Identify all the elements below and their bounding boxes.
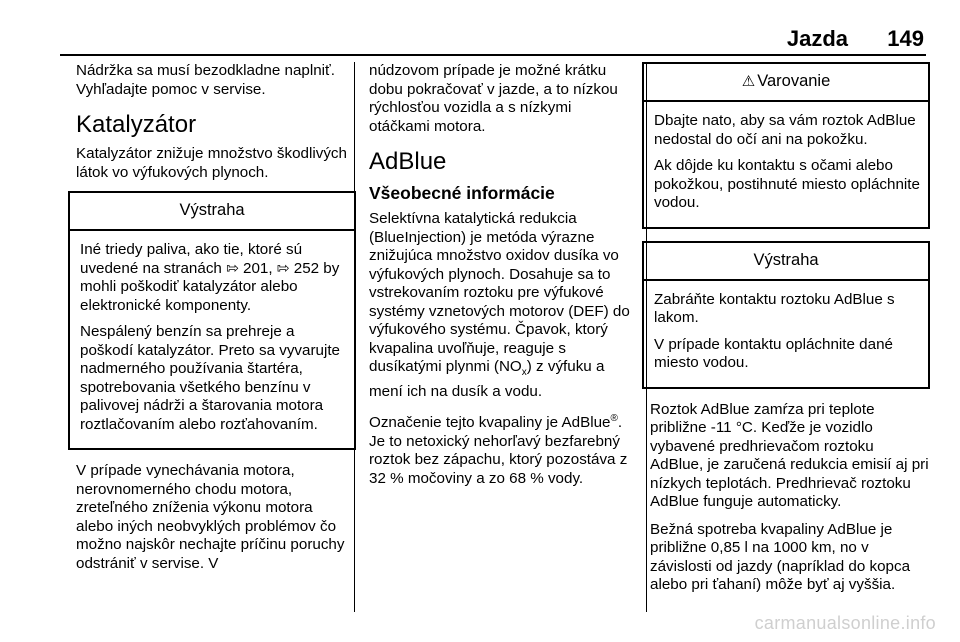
caution-box xyxy=(68,191,356,450)
section-heading-adblue: AdBlue xyxy=(369,148,447,175)
warning-body xyxy=(644,102,928,227)
paragraph: Nádržka sa musí bezodkladne naplniť. Vyhľadajte pomoc v servise. xyxy=(76,62,335,98)
paragraph: V prípade kontaktu opláchnite dané miesto vodou. xyxy=(654,335,893,371)
column-1 xyxy=(76,62,348,582)
caution-body xyxy=(644,281,928,387)
paragraph: Roztok AdBlue zamŕza pri teplote približne -11 °C. Keďže je vozidlo vybavené predhrievačom roztoku AdBlue, je zaručená redukcia emisií aj pri nízkych teplotách. Predhrievač roztoku AdBlue funguje automaticky. xyxy=(650,400,929,510)
paragraph: Nespálený benzín sa prehreje a poškodí katalyzátor. Preto sa vyvarujte nadmerného používania štartéra, spotrebovania všetkého benzínu v palivovej nádrži a štarovania motora roztlačovaním alebo rozťahovaním. xyxy=(80,323,341,433)
section-heading-catalyst: Katalyzátor xyxy=(76,111,197,138)
paragraph: Selektívna katalytická redukcia (BlueInjection) je metóda výrazne znižujúca množstvo oxidov dusíka vo výfukových plynoch. Dosahuje sa to vstrekovaním roztoku pre výfukové systémy vznetových motorov (DEF) do výfukového systému. Čpavok, ktorý kvapalina uvoľňuje, reaguje s dusíkatými plynmi $(NO_x)$ z výfuku a mení ich na dusík a vodu. xyxy=(369,210,630,400)
page-number: 149 xyxy=(887,26,924,51)
warning-title: ⚠ Varovanie xyxy=(644,64,928,102)
paragraph: Katalyzátor znižuje množstvo škodlivých látok vo výfukových plynoch. xyxy=(76,145,347,181)
column-2 xyxy=(369,62,635,497)
paragraph: Označenie tejto kvapaliny je AdBlue®. Je to netoxický nehorľavý bezfarebný roztok bez zápachu, ktorý pozostáva z 32 % močoviny a zo 68 % vody. xyxy=(369,413,628,487)
warning-triangle-icon: ⚠ xyxy=(741,73,756,90)
paragraph: Zabráňte kontaktu roztoku AdBlue s lakom. xyxy=(654,290,895,326)
paragraph: Iné triedy paliva, ako tie, ktoré sú uvedené na stranách ⇰ 201, ⇰ 252 by mohli poškodiť katalyzátor alebo elektronické komponenty. xyxy=(80,241,340,314)
watermark: carmanualsonline.info xyxy=(754,613,936,633)
caution-title: Výstraha xyxy=(70,193,354,231)
page-header xyxy=(60,26,926,56)
paragraph: Dbajte nato, aby sa vám roztok AdBlue nedostal do očí ani na pokožku. xyxy=(654,112,916,148)
paragraph: núdzovom prípade je možné krátku dobu pokračovať v jazde, a to nízkou rýchlosťou vozidla a s nízkymi otáčkami motora. xyxy=(369,62,618,135)
caution-title: Výstraha xyxy=(644,243,928,281)
paragraph: Bežná spotreba kvapaliny AdBlue je približne 0,85 l na 1000 km, no v závislosti od jazdy (napríklad do kopca alebo pri ťahaní) môže byť aj vyššia. xyxy=(650,520,911,593)
column-3 xyxy=(650,62,930,604)
caution-body xyxy=(70,231,354,448)
chapter-title: Jazda xyxy=(786,26,848,51)
paragraph: V prípade vynechávania motora, nerovnomerného chodu motora, zreteľného zníženia výkonu motora alebo iných neobvyklých problémov čo možno najskôr nechajte príčinu poruchy odstrániť v servise. V xyxy=(76,462,345,572)
paragraph: Ak dôjde ku kontaktu s očami alebo pokožkou, postihnuté miesto opláchnite vodou. xyxy=(654,157,920,211)
warning-box xyxy=(642,62,930,229)
caution-box xyxy=(642,241,930,389)
subsection-heading: Všeobecné informácie xyxy=(369,183,555,203)
